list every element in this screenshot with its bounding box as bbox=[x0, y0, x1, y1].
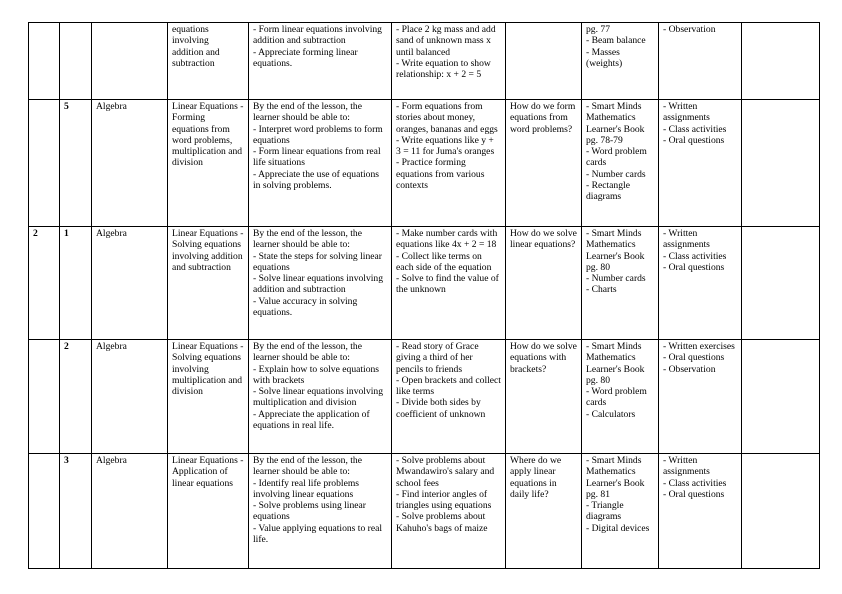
assessment-cell-line: - Class activities bbox=[663, 250, 727, 262]
assessment-cell-line: - Oral questions bbox=[663, 488, 725, 500]
assessment-cell-line: - Oral questions bbox=[663, 134, 725, 146]
lesson-cell: 3 bbox=[60, 454, 92, 569]
learning-experiences-cell-line: - Solve to find the value of the unknown bbox=[396, 273, 499, 296]
assessment-cell-line: - Written assignments bbox=[663, 455, 710, 478]
assessment-cell bbox=[659, 340, 742, 454]
table-row bbox=[29, 340, 820, 454]
learning-resources-cell-line: - Word problem cards bbox=[586, 386, 647, 409]
week-cell bbox=[29, 454, 60, 569]
learning-experiences-cell bbox=[392, 23, 506, 100]
week-cell bbox=[29, 340, 60, 454]
learning-resources-cell-line: - Rectangle diagrams bbox=[586, 180, 630, 203]
strand-cell: Algebra bbox=[92, 227, 168, 340]
assessment-cell-line: - Oral questions bbox=[663, 352, 725, 364]
sub-strand-cell bbox=[168, 100, 249, 227]
learning-resources-cell-line: - Digital devices bbox=[586, 522, 650, 534]
key-inquiry-cell-line: How do we form equations from word problems? bbox=[510, 101, 576, 135]
table-row bbox=[29, 23, 820, 100]
learning-resources-cell bbox=[582, 100, 659, 227]
assessment-cell-line: - Class activities bbox=[663, 123, 727, 135]
learning-experiences-cell-line: - Make number cards with equations like 4x + 2 = 18 bbox=[396, 228, 498, 251]
learning-outcomes-cell bbox=[249, 340, 392, 454]
learning-experiences-cell bbox=[392, 340, 506, 454]
sub-strand-cell bbox=[168, 23, 249, 100]
sub-strand-cell-line: Linear Equations - Solving equations involving addition and subtraction bbox=[172, 228, 244, 273]
learning-experiences-cell bbox=[392, 100, 506, 227]
learning-experiences-cell-line: - Write equations like y + 3 = 11 for Juma's oranges bbox=[396, 134, 495, 158]
assessment-cell-line: - Oral questions bbox=[663, 261, 725, 273]
learning-experiences-cell-line: - Collect like terms on each side of the equation bbox=[396, 250, 492, 273]
lesson-cell bbox=[60, 23, 92, 100]
learning-outcomes-cell-line: - Identify real life problems involving linear equations bbox=[253, 477, 360, 500]
learning-resources-cell bbox=[582, 23, 659, 100]
assessment-cell bbox=[659, 100, 742, 227]
assessment-cell-line: - Observation bbox=[663, 24, 716, 35]
reflection-cell bbox=[742, 454, 820, 569]
learning-outcomes-cell-line: - Form linear equations from real life situations bbox=[253, 146, 381, 169]
learning-outcomes-cell bbox=[249, 100, 392, 227]
learning-outcomes-cell-line: - Solve linear equations involving multiplication and division bbox=[253, 386, 384, 409]
table-row bbox=[29, 454, 820, 569]
learning-resources-cell bbox=[582, 454, 659, 569]
learning-outcomes-cell-line: - Form linear equations involving addition and subtraction bbox=[253, 24, 382, 47]
assessment-cell-line: - Class activities bbox=[663, 477, 727, 489]
strand-cell: Algebra bbox=[92, 454, 168, 569]
learning-outcomes-cell-line: - Appreciate the use of equations in solving problems. bbox=[253, 168, 380, 192]
sub-strand-cell bbox=[168, 340, 249, 454]
assessment-cell-line: - Observation bbox=[663, 363, 716, 375]
reflection-cell bbox=[742, 340, 820, 454]
lesson-cell: 1 bbox=[60, 227, 92, 340]
table-body bbox=[29, 23, 820, 569]
key-inquiry-cell-line: How do we solve equations with brackets? bbox=[510, 341, 577, 375]
learning-resources-cell-line: - Beam balance bbox=[586, 35, 646, 47]
key-inquiry-cell-line: Where do we apply linear equations in daily life? bbox=[510, 455, 562, 500]
sub-strand-cell bbox=[168, 227, 249, 340]
learning-resources-cell bbox=[582, 227, 659, 340]
learning-resources-cell-line: - Smart Minds Mathematics Learner's Book pg. 80 bbox=[586, 228, 645, 273]
assessment-cell bbox=[659, 23, 742, 100]
learning-experiences-cell-line: - Find interior angles of triangles using equations bbox=[396, 488, 492, 512]
learning-outcomes-cell-line: - Explain how to solve equations with brackets bbox=[253, 363, 380, 386]
learning-experiences-cell-line: - Solve problems about Kahuho's bags of maize bbox=[396, 511, 488, 534]
learning-experiences-cell-line: - Practice forming equations from various contexts bbox=[396, 157, 485, 192]
week-cell: 2 bbox=[29, 227, 60, 340]
lesson-cell: 2 bbox=[60, 340, 92, 454]
sub-strand-cell-line: Linear Equations - Application of linear equations bbox=[172, 455, 244, 489]
learning-experiences-cell-line: - Place 2 kg mass and add sand of unknown mass x until balanced bbox=[396, 24, 496, 58]
learning-outcomes-cell bbox=[249, 23, 392, 100]
table-row bbox=[29, 100, 820, 227]
assessment-cell-line: - Written assignments bbox=[663, 228, 710, 251]
sub-strand-cell-line: subtraction bbox=[172, 57, 215, 69]
learning-outcomes-cell-line: By the end of the lesson, the learner should be able to: bbox=[253, 455, 362, 478]
learning-outcomes-cell bbox=[249, 227, 392, 340]
sub-strand-cell-line: addition and bbox=[172, 46, 220, 58]
learning-outcomes-cell-line: - Interpret word problems to form equations bbox=[253, 123, 383, 146]
learning-experiences-cell-line: - Form equations from stories about money, oranges, bananas and eggs bbox=[396, 101, 498, 135]
sub-strand-cell-line: involving bbox=[172, 35, 209, 47]
learning-outcomes-cell-line: - Appreciate forming linear equations. bbox=[253, 46, 358, 69]
strand-cell bbox=[92, 23, 168, 100]
key-inquiry-cell bbox=[506, 23, 582, 100]
learning-outcomes-cell-line: - State the steps for solving linear equations bbox=[253, 250, 382, 273]
learning-outcomes-cell-line: - Solve linear equations involving addition and subtraction bbox=[253, 273, 384, 296]
reflection-cell bbox=[742, 100, 820, 227]
learning-experiences-cell-line: - Read story of Grace giving a third of her pencils to friends bbox=[396, 341, 479, 375]
key-inquiry-cell bbox=[506, 340, 582, 454]
week-cell bbox=[29, 23, 60, 100]
sub-strand-cell bbox=[168, 454, 249, 569]
learning-resources-cell-line: - Smart Minds Mathematics Learner's Book pg. 81 bbox=[586, 455, 645, 500]
strand-cell: Algebra bbox=[92, 340, 168, 454]
learning-outcomes-cell-line: - Solve problems using linear equations bbox=[253, 500, 366, 523]
learning-resources-cell bbox=[582, 340, 659, 454]
learning-outcomes-cell-line: By the end of the lesson, the learner should be able to: bbox=[253, 228, 362, 251]
sub-strand-cell-line: Linear Equations - Solving equations involving multiplication and division bbox=[172, 341, 244, 398]
learning-experiences-cell-line: - Solve problems about Mwandawiro's salary and school fees bbox=[396, 455, 495, 489]
learning-resources-cell-line: - Smart Minds Mathematics Learner's Book pg. 80 bbox=[586, 341, 645, 386]
scheme-of-work-table bbox=[28, 22, 820, 569]
learning-resources-cell-line: - Number cards bbox=[586, 168, 646, 180]
learning-outcomes-cell-line: By the end of the lesson, the learner should be able to: bbox=[253, 101, 362, 124]
sub-strand-cell-line: equations bbox=[172, 24, 209, 35]
assessment-cell-line: - Written assignments bbox=[663, 101, 710, 124]
learning-resources-cell-line: - Number cards bbox=[586, 273, 646, 285]
learning-outcomes-cell-line: - Appreciate the application of equations in real life. bbox=[253, 408, 370, 432]
learning-resources-cell-line: pg. 77 bbox=[586, 24, 610, 35]
assessment-cell-line: - Written exercises bbox=[663, 341, 735, 352]
table-row bbox=[29, 227, 820, 340]
reflection-cell bbox=[742, 227, 820, 340]
sub-strand-cell-line: Linear Equations - Forming equations from word problems, multiplication and division bbox=[172, 101, 244, 169]
reflection-cell bbox=[742, 23, 820, 100]
learning-resources-cell-line: - Smart Minds Mathematics Learner's Book pg. 78-79 bbox=[586, 101, 645, 146]
strand-cell: Algebra bbox=[92, 100, 168, 227]
learning-experiences-cell-line: - Divide both sides by coefficient of unknown bbox=[396, 397, 486, 420]
learning-resources-cell-line: - Charts bbox=[586, 284, 617, 296]
learning-experiences-cell-line: - Open brackets and collect like terms bbox=[396, 374, 501, 398]
learning-resources-cell-line: - Triangle diagrams bbox=[586, 500, 624, 523]
learning-experiences-cell bbox=[392, 454, 506, 569]
learning-resources-cell-line: - Word problem cards bbox=[586, 146, 647, 169]
learning-experiences-cell bbox=[392, 227, 506, 340]
learning-outcomes-cell bbox=[249, 454, 392, 569]
lesson-cell: 5 bbox=[60, 100, 92, 227]
learning-outcomes-cell-line: - Value applying equations to real life. bbox=[253, 522, 383, 546]
key-inquiry-cell bbox=[506, 454, 582, 569]
assessment-cell bbox=[659, 227, 742, 340]
week-cell bbox=[29, 100, 60, 227]
key-inquiry-cell bbox=[506, 100, 582, 227]
learning-resources-cell-line: - Calculators bbox=[586, 408, 636, 420]
key-inquiry-cell-line: How do we solve linear equations? bbox=[510, 228, 577, 251]
assessment-cell bbox=[659, 454, 742, 569]
learning-outcomes-cell-line: By the end of the lesson, the learner should be able to: bbox=[253, 341, 362, 364]
learning-resources-cell-line: - Masses (weights) bbox=[586, 46, 623, 69]
learning-experiences-cell-line: - Write equation to show relationship: x + 2 = 5 bbox=[396, 57, 491, 81]
key-inquiry-cell bbox=[506, 227, 582, 340]
learning-outcomes-cell-line: - Value accuracy in solving equations. bbox=[253, 295, 358, 319]
